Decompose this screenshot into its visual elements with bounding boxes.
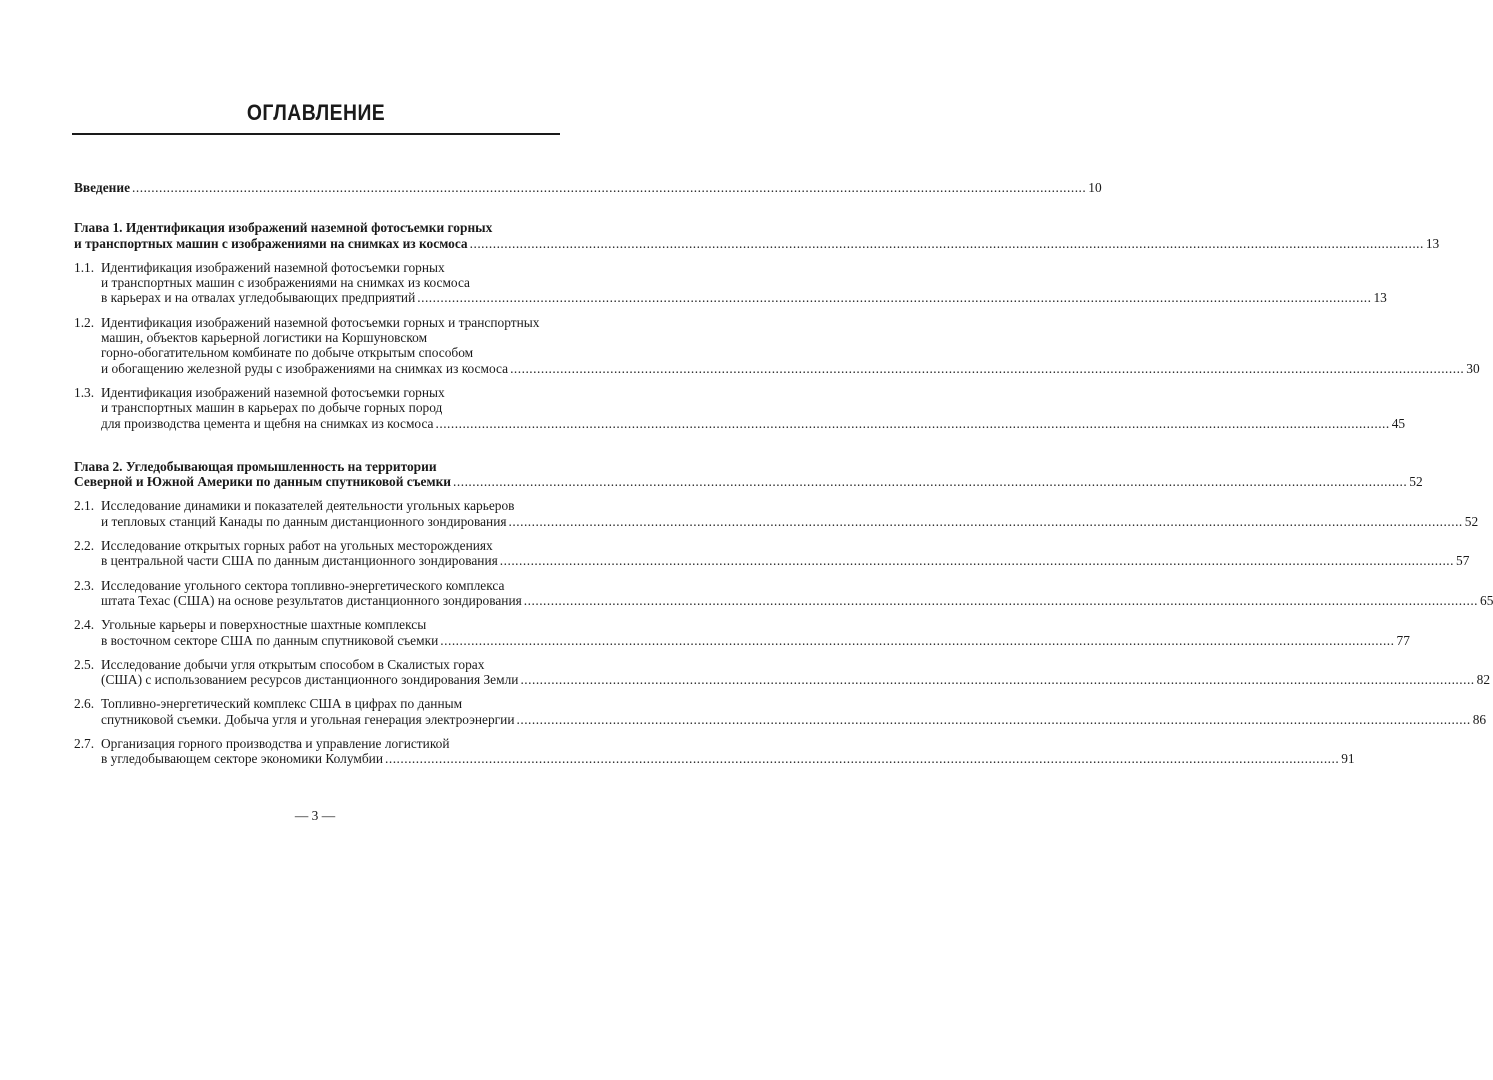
page-ref: 52 xyxy=(1464,513,1479,529)
dot-leader: ........................................................................................................................................................................................................................................................ xyxy=(523,592,1479,608)
entry-text-line: в угледобывающем секторе экономики Колумбии xyxy=(101,751,383,767)
toc-entry-section-1-2[interactable] xyxy=(74,314,1480,376)
section-number: 2.6. xyxy=(74,696,95,712)
page-ref: 13 xyxy=(1425,235,1440,251)
toc-entry-section-2-2[interactable] xyxy=(74,538,1470,569)
section-number: 2.2. xyxy=(74,538,95,554)
dot-leader: ........................................................................................................................................................................................................................................................ xyxy=(516,711,1471,727)
entry-text-line: Организация горного производства и управление логистикой xyxy=(101,736,450,752)
title-rule xyxy=(72,133,560,135)
entry-text-line: в восточном секторе США по данным спутниковой съемки xyxy=(101,632,439,648)
toc-entry-chapter-2[interactable] xyxy=(74,458,1423,490)
entry-text-line: Северной и Южной Америки по данным спутниковой съемки xyxy=(74,474,452,490)
page-ref: 13 xyxy=(1373,290,1387,306)
section-number: 2.4. xyxy=(74,617,95,633)
entry-text-line: и транспортных машин в карьерах по добыче горных пород xyxy=(101,400,443,416)
entry-text-line: Исследование динамики и показателей деятельности угольных карьеров xyxy=(101,498,515,514)
section-number: 2.1. xyxy=(74,498,95,514)
entry-text-line: Глава 2. Угледобывающая промышленность на территории xyxy=(74,458,437,474)
dot-leader: ........................................................................................................................................................................................................................................................ xyxy=(520,672,1475,688)
entry-text-line: Идентификация изображений наземной фотосъемки горных xyxy=(101,384,445,400)
entry-text-line: и тепловых станций Канады по данным дистанционного зондирования xyxy=(101,513,507,529)
toc-entry-section-2-3[interactable] xyxy=(74,577,1493,609)
section-number: 1.3. xyxy=(74,384,95,400)
page-number: — 3 — xyxy=(294,808,336,823)
dot-leader: ........................................................................................................................................................................................................................................................ xyxy=(440,632,1395,648)
dot-leader: ........................................................................................................................................................................................................................................................ xyxy=(510,360,1465,376)
page-ref: 45 xyxy=(1391,415,1406,431)
page-ref: 82 xyxy=(1476,672,1491,688)
entry-text-line: Идентификация изображений наземной фотосъемки горных xyxy=(101,259,445,275)
entry-text-line: машин, объектов карьерной логистики на Коршуновском xyxy=(101,330,428,346)
entry-text-line: Введение xyxy=(74,180,131,195)
toc-entry-chapter-1[interactable] xyxy=(74,220,1440,251)
entry-text-line: Топливно-энергетический комплекс США в цифрах по данным xyxy=(101,696,463,712)
section-number: 1.1. xyxy=(74,259,95,275)
section-number: 2.3. xyxy=(74,577,95,593)
page-title: ОГЛАВЛЕНИЕ xyxy=(246,100,386,125)
page-ref: 91 xyxy=(1341,751,1355,767)
section-number: 2.7. xyxy=(74,736,95,752)
entry-text-line: и обогащению железной руды с изображениями на снимках из космоса xyxy=(101,360,509,376)
page-ref: 65 xyxy=(1480,592,1493,608)
dot-leader: ........................................................................................................................................................................................................................................................ xyxy=(385,751,1340,767)
entry-text-line: Исследование угольного сектора топливно-энергетического комплекса xyxy=(101,577,505,593)
dot-leader: ........................................................................................................................................................................................................................................................ xyxy=(508,513,1463,529)
page-ref: 57 xyxy=(1456,553,1470,569)
toc-entry-intro[interactable] xyxy=(74,180,1102,195)
entry-text-line: штата Техас (США) на основе результатов дистанционного зондирования xyxy=(101,592,522,608)
entry-text-line: Идентификация изображений наземной фотосъемки горных и транспортных xyxy=(101,314,540,330)
entry-text-line: Исследование открытых горных работ на угольных месторождениях xyxy=(101,538,493,554)
dot-leader: ........................................................................................................................................................................................................................................................ xyxy=(417,290,1372,306)
entry-text-line: и транспортных машин с изображениями на снимках из космоса xyxy=(74,235,468,251)
toc-entry-section-1-1[interactable] xyxy=(74,259,1387,306)
dot-leader: ........................................................................................................................................................................................................................................................ xyxy=(132,180,1087,195)
toc-entry-section-2-6[interactable] xyxy=(74,696,1487,727)
dot-leader: ........................................................................................................................................................................................................................................................ xyxy=(469,235,1424,251)
toc-entry-section-2-4[interactable] xyxy=(74,617,1410,648)
toc-entry-section-2-7[interactable] xyxy=(74,736,1355,767)
entry-text-line: Исследование добычи угля открытым способом в Скалистых горах xyxy=(101,656,485,672)
toc-entry-section-2-1[interactable] xyxy=(74,498,1479,529)
section-number: 2.5. xyxy=(74,656,95,672)
dot-leader: ........................................................................................................................................................................................................................................................ xyxy=(435,415,1390,431)
page-ref: 52 xyxy=(1409,474,1423,490)
entry-text-line: горно-обогатительном комбинате по добыче открытым способом xyxy=(101,345,474,361)
entry-text-line: (США) с использованием ресурсов дистанционного зондирования Земли xyxy=(101,672,519,688)
entry-text-line: Глава 1. Идентификация изображений наземной фотосъемки горных xyxy=(74,220,493,236)
dot-leader: ........................................................................................................................................................................................................................................................ xyxy=(499,553,1454,569)
section-number: 1.2. xyxy=(74,314,95,330)
page-ref: 10 xyxy=(1088,180,1102,195)
page-ref: 30 xyxy=(1466,360,1480,376)
entry-text-line: в карьерах и на отвалах угледобывающих предприятий xyxy=(101,290,416,306)
dot-leader: ........................................................................................................................................................................................................................................................ xyxy=(453,474,1408,490)
entry-text-line: и транспортных машин с изображениями на снимках из космоса xyxy=(101,275,470,291)
entry-text-line: в центральной части США по данным дистанционного зондирования xyxy=(101,553,498,569)
page-ref: 77 xyxy=(1396,632,1410,648)
toc-entry-section-1-3[interactable] xyxy=(74,384,1406,431)
entry-text-line: для производства цемента и щебня на снимках из космоса xyxy=(101,415,434,431)
table-of-contents xyxy=(74,180,1493,767)
entry-text-line: Угольные карьеры и поверхностные шахтные комплексы xyxy=(101,617,427,633)
page-ref: 86 xyxy=(1472,711,1487,727)
toc-entry-section-2-5[interactable] xyxy=(74,656,1491,688)
entry-text-line: спутниковой съемки. Добыча угля и угольная генерация электроэнергии xyxy=(101,711,515,727)
